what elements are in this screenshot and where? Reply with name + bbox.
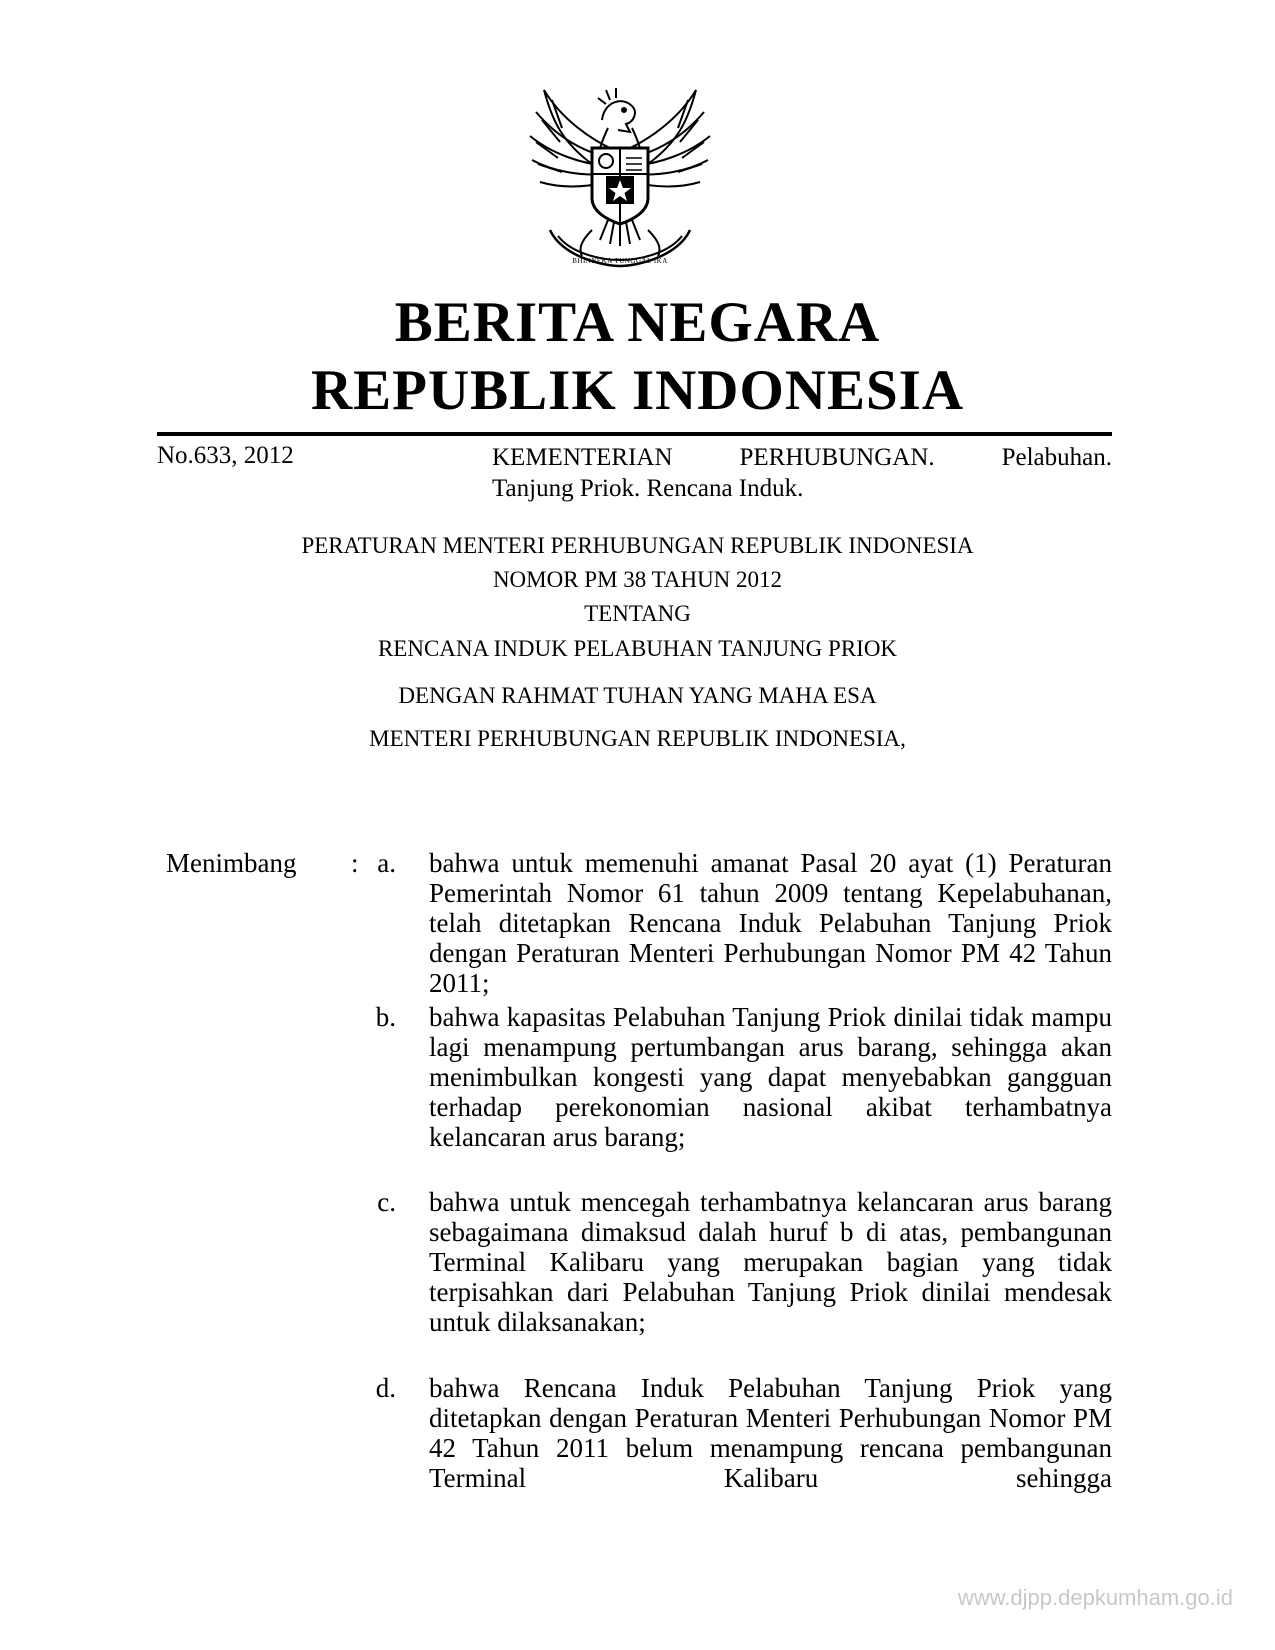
item-text: bahwa kapasitas Pelabuhan Tanjung Priok dinilai tidak mampu lagi menampung pertumbangan arus barang, sehingga akan menimbulkan kongesti yang dapat menyebabkan gangguan terhadap perekonomian nasional akibat terhambatnya kelancaran arus barang; — [429, 1002, 1112, 1152]
item-marker: d. — [375, 1373, 396, 1403]
desc-line-2: Tanjung Priok. Rencana Induk. — [492, 475, 804, 502]
footer-url: www.djpp.depkumham.go.id — [957, 1585, 1233, 1610]
invocation: DENGAN RAHMAT TUHAN YANG MAHA ESA — [398, 683, 877, 708]
item-text: bahwa Rencana Induk Pelabuhan Tanjung Priok yang ditetapkan dengan Peraturan Menteri Perhubungan Nomor PM 42 Tahun 2011 belum menampung rencana pembangunan Terminal Kalibaru sehingga — [429, 1373, 1112, 1493]
considering-colon: : — [351, 848, 359, 878]
header-rule — [157, 432, 1112, 436]
garuda-emblem-icon — [522, 80, 718, 270]
item-marker: c. — [377, 1187, 396, 1217]
gazette-description — [492, 442, 1112, 504]
item-marker: a. — [377, 848, 396, 878]
item-marker: b. — [375, 1002, 396, 1032]
regulation-number: NOMOR PM 38 TAHUN 2012 — [492, 567, 783, 592]
considering-item-b — [360, 1002, 1112, 1152]
desc-word: KEMENTERIAN — [492, 444, 673, 471]
gazette-title: BERITA NEGARA — [394, 291, 881, 354]
minister-heading: MENTERI PERHUBUNGAN REPUBLIK INDONESIA, — [369, 726, 906, 751]
considering-item-d — [360, 1373, 1112, 1493]
regulation-subject: RENCANA INDUK PELABUHAN TANJUNG PRIOK — [377, 636, 898, 661]
considering-label: Menimbang — [166, 848, 297, 878]
desc-word: Pelabuhan. — [1001, 444, 1112, 471]
gazette-number: No.633, 2012 — [157, 442, 294, 469]
considering-item-c — [360, 1187, 1112, 1337]
desc-word: PERHUBUNGAN. — [739, 444, 935, 471]
gazette-subtitle: REPUBLIK INDONESIA — [310, 359, 965, 422]
item-text: bahwa untuk mencegah terhambatnya kelancaran arus barang sebagaimana dimaksud dalah huruf b di atas, pembangunan Terminal Kalibaru yang merupakan bagian yang tidak terpisahkan dari Pelabuhan Tanjung Priok dinilai mendesak untuk dilaksanakan; — [429, 1187, 1112, 1337]
regulation-about: TENTANG — [584, 601, 691, 626]
item-text: bahwa untuk memenuhi amanat Pasal 20 ayat (1) Peraturan Pemerintah Nomor 61 tahun 2009 tentang Kepelabuhanan, telah ditetapkan Rencana Induk Pelabuhan Tanjung Priok dengan Peraturan Menteri Perhubungan Nomor PM 42 Tahun 2011; — [429, 848, 1112, 998]
considering-item-a — [360, 848, 1112, 998]
regulation-title: PERATURAN MENTERI PERHUBUNGAN REPUBLIK INDONESIA — [301, 533, 974, 558]
emblem-motto: BHINNEKA TUNGGAL IKA — [572, 257, 668, 265]
